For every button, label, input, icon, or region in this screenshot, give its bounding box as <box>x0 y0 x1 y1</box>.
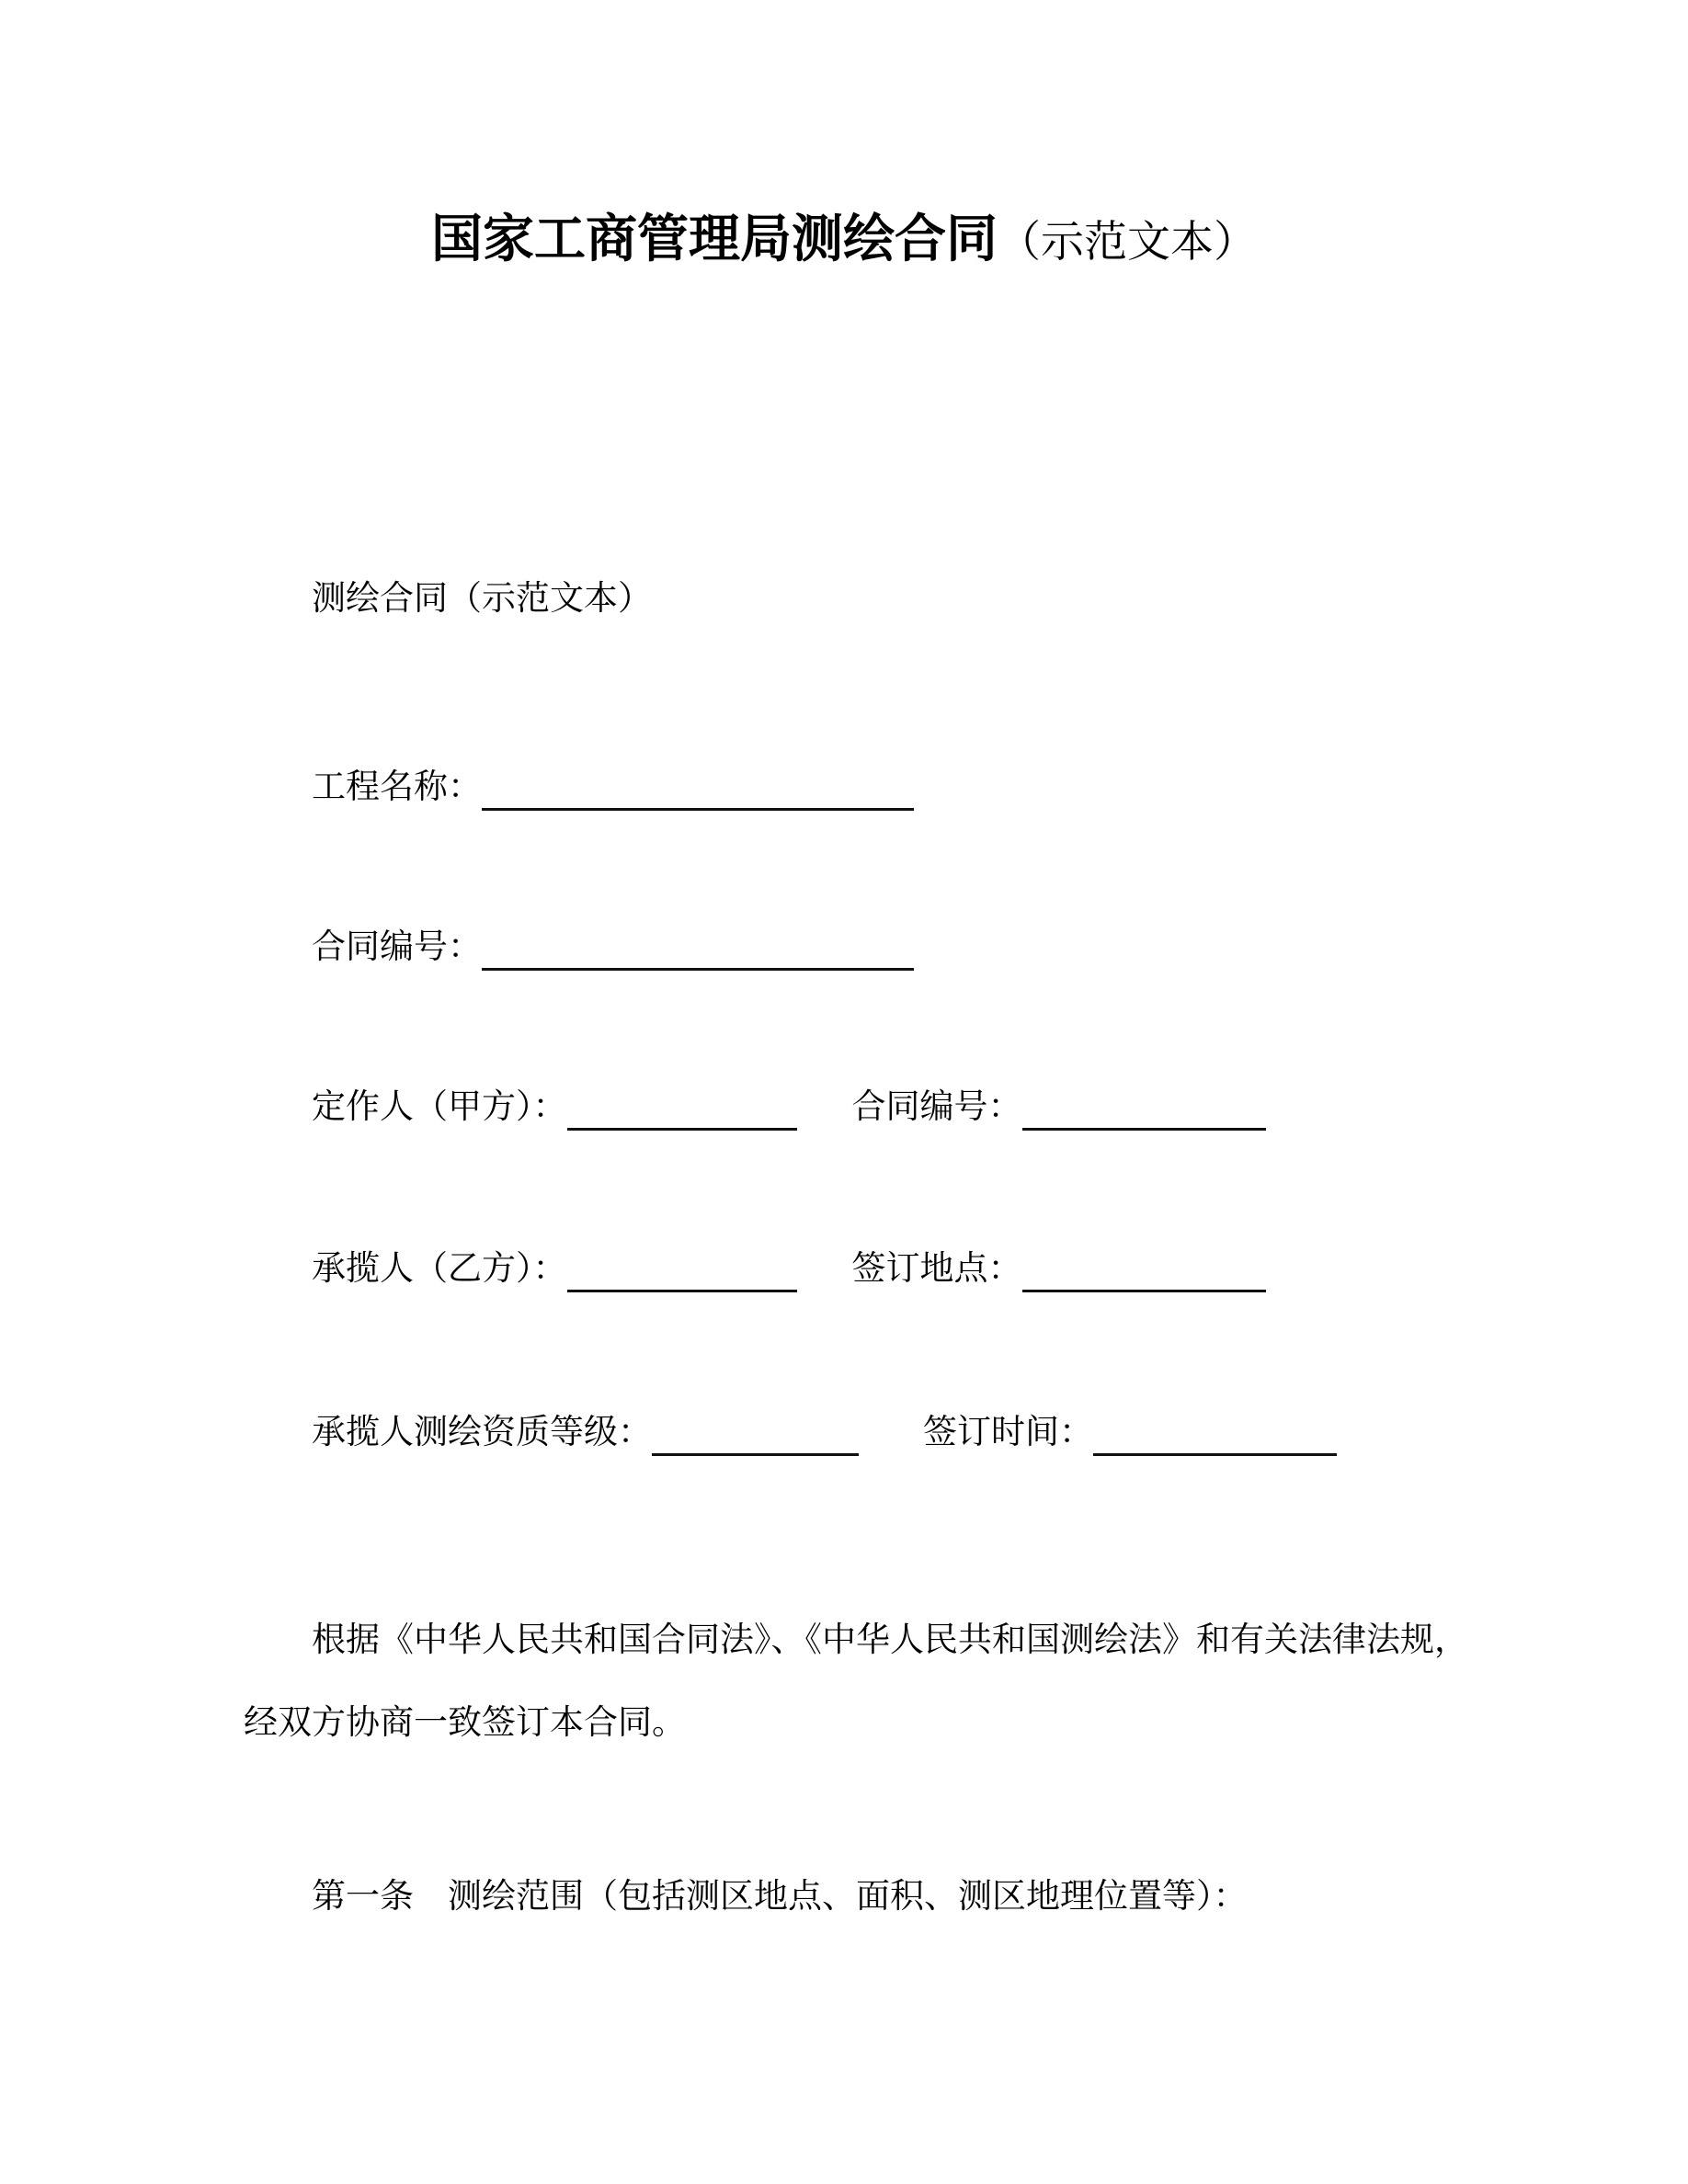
signing-place-blank-line <box>1022 1253 1266 1292</box>
article-1-heading: 第一条 测绘范围（包括测区地点、面积、测区地理位置等）： <box>312 1878 1248 1916</box>
contract-number-blank-line <box>482 931 914 971</box>
signing-place-label: 签订地点： <box>851 1250 1022 1288</box>
party-b-blank-line <box>567 1253 797 1292</box>
party-b-label: 承揽人（乙方）： <box>312 1250 567 1288</box>
field-row-contract-number <box>244 924 1444 972</box>
document-subtitle: 测绘合同（示范文本） <box>312 580 652 618</box>
contract-number-label: 合同编号： <box>312 928 482 966</box>
preamble-paragraph <box>244 1599 1468 1765</box>
preamble-line-1: 根据《中华人民共和国合同法》、《中华人民共和国测绘法》和有关法律法规， <box>312 1621 1468 1659</box>
project-name-label: 工程名称： <box>312 768 482 806</box>
preamble-line-2: 经双方协商一致签订本合同。 <box>244 1704 686 1742</box>
project-name-blank-line <box>482 771 914 811</box>
party-a-blank-line <box>567 1091 797 1131</box>
document-title <box>244 202 1444 276</box>
party-a-contract-number-blank-line <box>1022 1091 1266 1131</box>
document-title-suffix: （示范文本） <box>998 219 1257 267</box>
field-row-party-b <box>244 1246 1444 1293</box>
signing-time-label: 签订时间： <box>923 1414 1093 1451</box>
field-row-qualification <box>244 1409 1444 1457</box>
qualification-blank-line <box>652 1416 859 1456</box>
field-row-party-a <box>244 1084 1444 1132</box>
document-title-main: 国家工商管理局测绘合同 <box>431 210 998 267</box>
party-a-label: 定作人（甲方）： <box>312 1088 567 1126</box>
party-a-contract-number-label: 合同编号： <box>851 1088 1022 1126</box>
signing-time-blank-line <box>1093 1416 1337 1456</box>
qualification-label: 承揽人测绘资质等级： <box>312 1414 652 1451</box>
field-row-project-name <box>244 764 1444 812</box>
